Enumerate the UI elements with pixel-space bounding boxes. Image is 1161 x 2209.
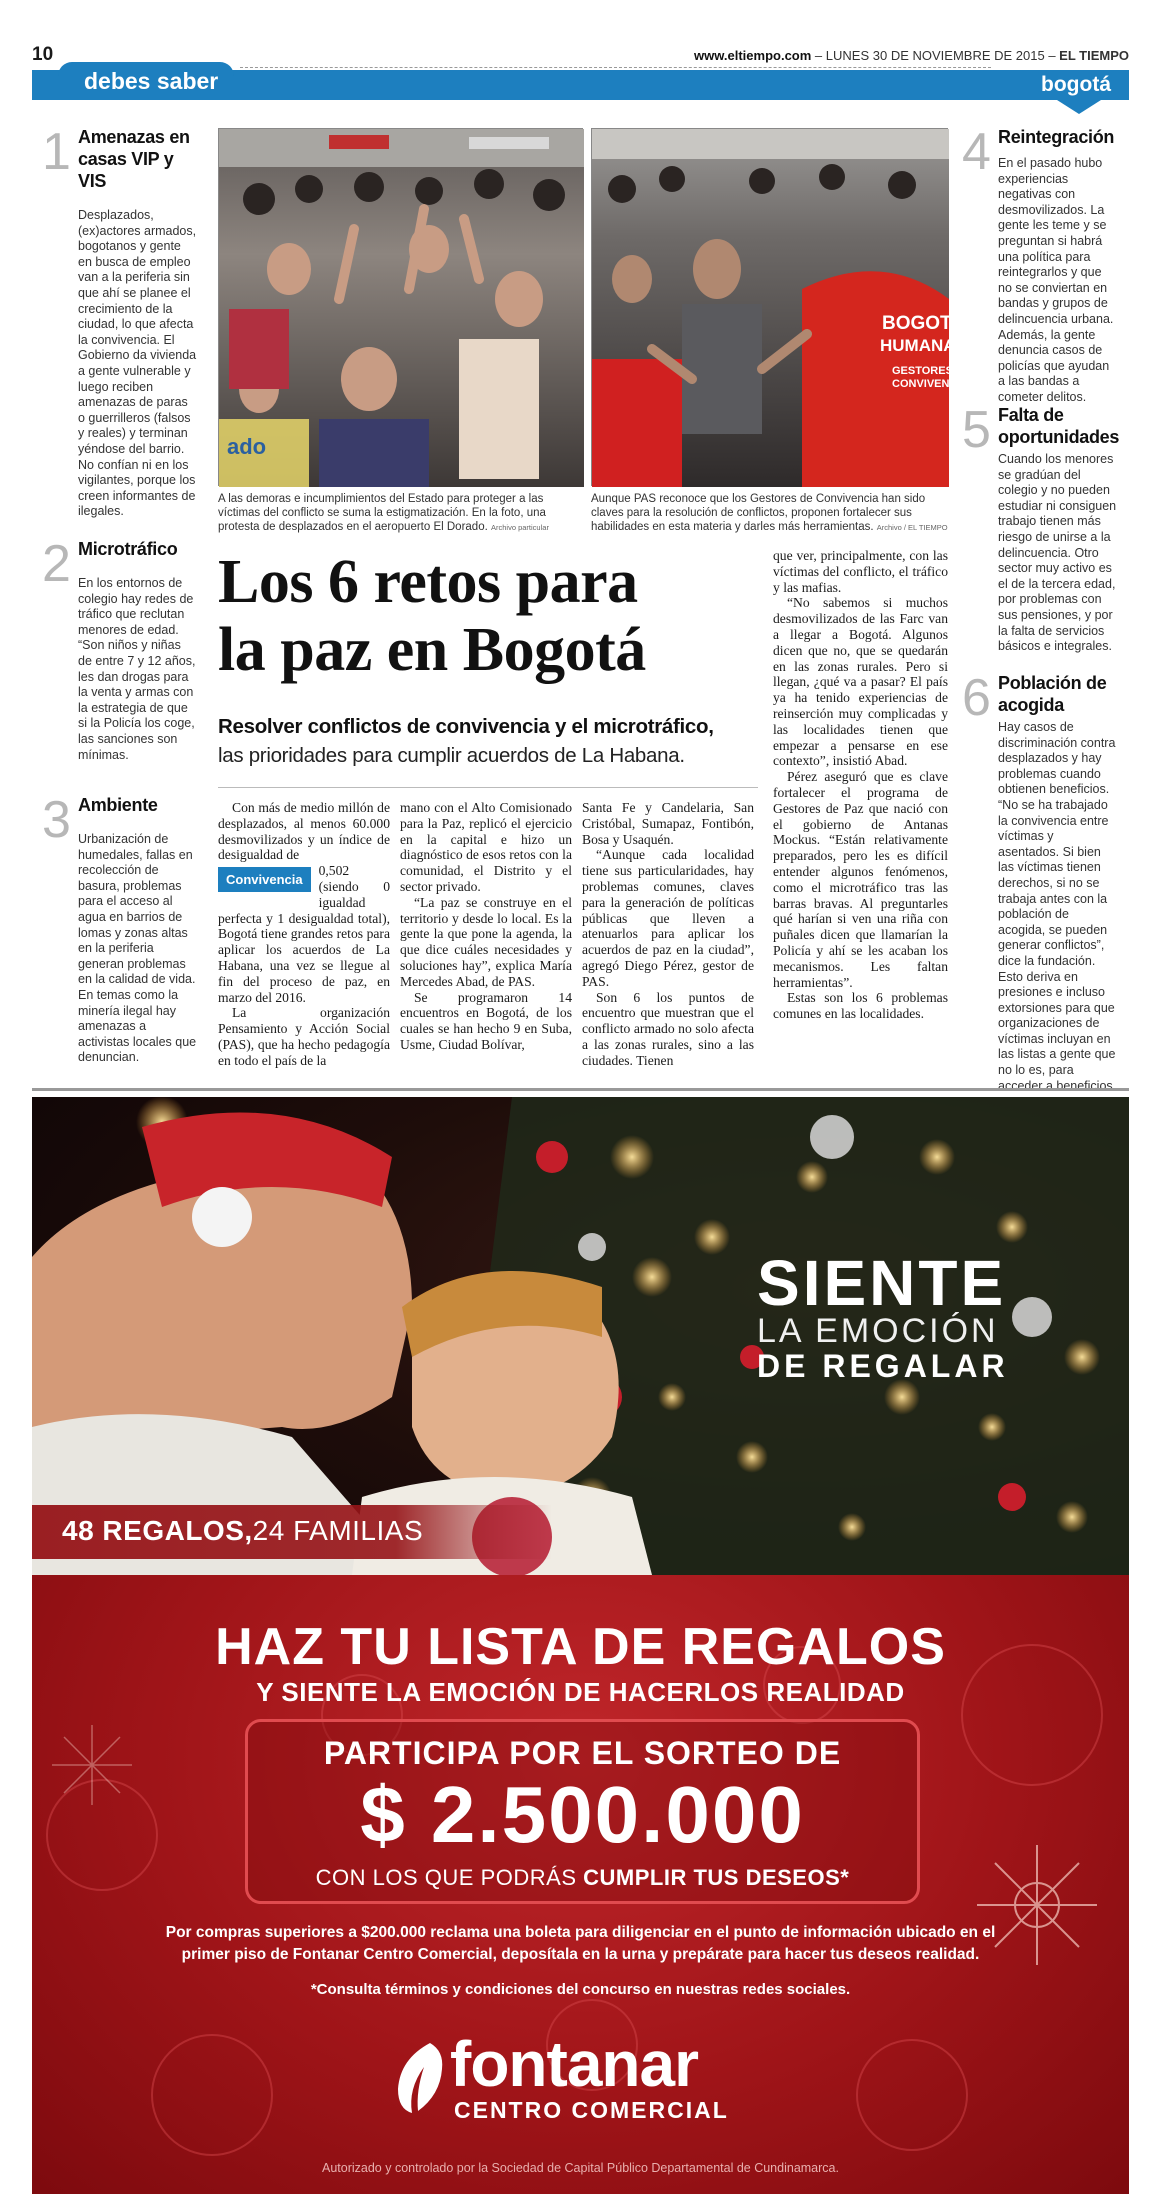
- article-column-2: mano con el Alto Comisionado para la Paz, replicó el ejercicio en la capital e hizo un diagnóstico de esos retos con la comunidad, el Distrito y el sector privado. “La paz se construye en el territorio y desde lo local. Es la gente la que pone la agenda, la que dice cuáles necesidades y soluciones hay”, explica María Mercedes Abad, de PAS. Se programaron 14 encuentros en Bogotá, de los cuales se han hecho 9 en Suba, Usme, Ciudad Bolívar,: [400, 800, 572, 1052]
- brand-name: fontanar: [450, 2028, 698, 2100]
- article-separator: [32, 1088, 1129, 1091]
- section-label-bogota: bogotá: [1041, 73, 1111, 96]
- header-dashed-rule: [240, 67, 991, 68]
- ad-gifts-banner: 48 REGALOS,24 FAMILIAS: [32, 1505, 552, 1559]
- article-deck-light: las prioridades para cumplir acuerdos de La Habana.: [218, 744, 685, 767]
- vest-label-gestores: GESTORES DE: [892, 365, 972, 377]
- article-deck-bold: Resolver conflictos de convivencia y el microtráfico,: [218, 715, 714, 738]
- challenge-number: 4: [962, 123, 991, 181]
- challenge-number: 5: [962, 401, 991, 459]
- vest-label-humana: HUMANA: [880, 336, 956, 355]
- challenge-item-4: [962, 123, 1118, 406]
- challenge-number: 1: [42, 123, 71, 181]
- vest-label-convivencia: CONVIVENCIA: [892, 378, 969, 390]
- challenge-body: Cuando los menores se gradúan del colegio y no pueden estudiar ni consiguen trabajo tienen más riesgo de unirse a la delincuencia. Otro sector muy activo es el de la tercera edad, por problemas con sus pensiones, y por la falta de servicios básicos e integrales.: [998, 452, 1117, 654]
- challenge-number: 6: [962, 669, 991, 727]
- photo-peace-managers: [591, 128, 972, 486]
- ad-prize-amount: $ 2.500.000: [360, 1770, 805, 1859]
- topic-tag-convivencia: Convivencia: [218, 867, 311, 892]
- page-number: 10: [32, 44, 54, 65]
- svg-text:ado: ado: [227, 434, 267, 459]
- photo-caption-1: A las demoras e incumplimientos del Estado para proteger a las víctimas del conflicto se suma la estigmatización. En la foto, una protesta de desplazados en el aeropuerto El Dorado. Archivo particular: [218, 493, 549, 533]
- protest-photo-illustration: [219, 129, 584, 487]
- publication-name: EL TIEMPO: [1059, 48, 1129, 63]
- challenge-number: 3: [42, 791, 71, 849]
- ad-legal-text: Autorizado y controlado por la Sociedad de Capital Público Departamental de Cundinamarca.: [322, 2161, 839, 2175]
- ad-headline-2: Y SIENTE LA EMOCIÓN DE HACERLOS REALIDAD: [256, 1677, 905, 1707]
- challenge-item-6: [962, 669, 1118, 1094]
- challenge-title: Ambiente: [78, 795, 158, 815]
- ad-prize-subline: CON LOS QUE PODRÁS CUMPLIR TUS DESEOS*: [315, 1865, 850, 1890]
- challenge-item-2: [42, 535, 198, 763]
- photo-caption-2: Aunque PAS reconoce que los Gestores de Convivencia han sido claves para la resolución de conflictos, proponen fortalecer sus habilidades en esta materia y darles más herramientas. Archivo / EL TIEMPO: [591, 493, 948, 533]
- ad-tagline: SIENTE LA EMOCIÓN DE REGALAR: [757, 1247, 1009, 1384]
- challenge-item-3: [42, 791, 198, 1066]
- challenge-item-1: [42, 123, 198, 520]
- fontanar-logo[interactable]: [372, 2029, 792, 2129]
- challenge-title: Microtráfico: [78, 539, 178, 559]
- ad-body-text: Por compras superiores a $200.000 reclama una boleta para diligenciar en el punto de información ubicado en el primer piso de Fontanar Centro Comercial, deposítala en la urna y prepárate para hacer tus deseos realidad.: [165, 1924, 996, 1963]
- deck-rule: [218, 787, 758, 788]
- challenge-title: Amenazas en casas VIP y VIS: [78, 127, 190, 191]
- challenge-body: Hay casos de discriminación contra desplazados y hay problemas cuando obtienen beneficios. “No se ha trabajado la convivencia entre víctimas y asentados. Si bien las víctimas tienen derechos, si no se trabaja antes con la población de acogida, se pueden generar conflictos”, dice la fundación. Esto deriva en presiones e incluso extorsiones para que organizaciones de víctimas incluyan en las listas a gente que no lo es, para acceder a beneficios.: [998, 720, 1117, 1093]
- site-url[interactable]: www.eltiempo.com: [694, 48, 812, 63]
- dateline: www.eltiempo.com – LUNES 30 DE NOVIEMBRE DE 2015 – EL TIEMPO: [694, 48, 1129, 63]
- photo-credit: Archivo particular: [491, 523, 549, 532]
- vest-label-bogota: BOGOTÁ: [882, 313, 966, 334]
- challenge-title: Población de acogida: [998, 673, 1107, 715]
- ad-headline-1: HAZ TU LISTA DE REGALOS: [215, 1618, 946, 1676]
- photo-credit: Archivo / EL TIEMPO: [876, 523, 948, 532]
- ad-prize-intro: PARTICIPA POR EL SORTEO DE: [323, 1735, 842, 1771]
- peace-managers-photo-illustration: [592, 129, 972, 487]
- challenge-title: Falta de oportunidades: [998, 405, 1120, 447]
- challenge-body: Urbanización de humedales, fallas en recolección de basura, problemas para el acceso al agua en barrios de lomas y zonas altas en la periferia generan problemas en la calidad de vida. En temas como la minería ilegal hay amenazas a activistas locales que denuncian.: [78, 832, 197, 1065]
- section-tab-debes-saber: debes saber: [58, 62, 234, 100]
- challenge-number: 2: [42, 535, 71, 593]
- challenge-body: Desplazados, (ex)actores armados, bogotanos y gente en busca de empleo van a la periferia sin que ahí se planee el crecimiento de la ciudad, lo que afecta la convivencia. El Gobierno da vivienda a gente vulnerable y luego reciben amenazas de paras o guerrilleros (falsos y reales) y terminan yéndose del barrio. No confían ni en los vigilantes, porque los creen informantes de ilegales.: [78, 208, 197, 519]
- fontanar-advertisement[interactable]: [32, 1097, 1129, 2194]
- brand-subtitle: CENTRO COMERCIAL: [454, 2097, 729, 2123]
- article-column-1: Con más de medio millón de desplazados, al menos 60.000 desmovilizados y un índice de desigualdad de Convivencia 0,502 (siendo 0 igualdad perfecta y 1 desigualdad total), Bogotá tiene grandes retos para aplicar los acuerdos de La Habana, una vez se llegue al fin del proceso de paz, en marzo del 2016. La organización Pensamiento y Acción Social (PAS), que ha hecho pedagogía en todo el país de la: [218, 800, 390, 1068]
- article-column-3: Santa Fe y Candelaria, San Cristóbal, Sumapaz, Fontibón, Bosa y Usaquén. “Aunque cada localidad tiene sus particularidades, hay problemas comunes, claves para la generación de políticas públicas que lleven a atenuarlos para aplicar los acuerdos de paz en la ciudad”, agregó Diego Pérez, gestor de PAS. Son 6 los puntos de encuentro que muestran que el conflicto armado no solo afecta a las zonas rurales, sino a las ciudades. Tienen: [582, 800, 754, 1068]
- photo-protest-airport: [218, 128, 583, 486]
- leaf-logo-icon: [390, 2039, 446, 2115]
- section-arrow: [1057, 100, 1101, 114]
- challenge-title: Reintegración: [998, 127, 1115, 147]
- article-column-4: que ver, principalmente, con las víctimas del conflicto, el tráfico y las mafias. “No sabemos si muchos desmovilizados de las Farc van a llegar a Bogotá. Algunos dicen que no, que se quedarán en las zonas rurales. Pero si llegan, ¿qué va a pasar? El país ya ha tenido experiencias de reinserción muy complicadas y las localidades tienen que empezar a pensarse en ese contexto”, insistió Abad. Pérez aseguró que es clave fortalecer el programa de Gestores de Paz que nació con el gobierno de Antanas Mockus. “Están relativamente preparados, pero les es difícil entender algunos fenómenos, como el microtráfico tras las barras bravas. Al preguntarles qué harían si ven una riña con puñales dicen que llamarían la Policía y ahí se les acaban los mecanismos. Les faltan herramientas”. Estas son los 6 problemas comunes en las localidades.: [773, 548, 948, 1022]
- challenge-item-5: [962, 401, 1120, 655]
- challenge-body: En los entornos de colegio hay redes de tráfico que reclutan menores de edad. “Son niños y niñas de entre 7 y 12 años, les dan drogas para la venta y armas con la estrategia de que si la Policía los coge, las sanciones son mínimas.: [78, 576, 196, 762]
- ad-terms-note[interactable]: *Consulta términos y condiciones del concurso en nuestras redes sociales.: [310, 1981, 851, 1998]
- issue-date: LUNES 30 DE NOVIEMBRE DE 2015: [825, 48, 1045, 63]
- challenge-body: En el pasado hubo experiencias negativas con desmovilizados. La gente les teme y se preguntan si habrá una política para reintegrarlos y que no se conviertan en bandas y grupos de delincuencia urbana. Además, la gente denuncia casos de policías que ayudan a las bandas a cometer delitos.: [998, 156, 1114, 404]
- article-headline: Los 6 retos para la paz en Bogotá: [218, 548, 646, 684]
